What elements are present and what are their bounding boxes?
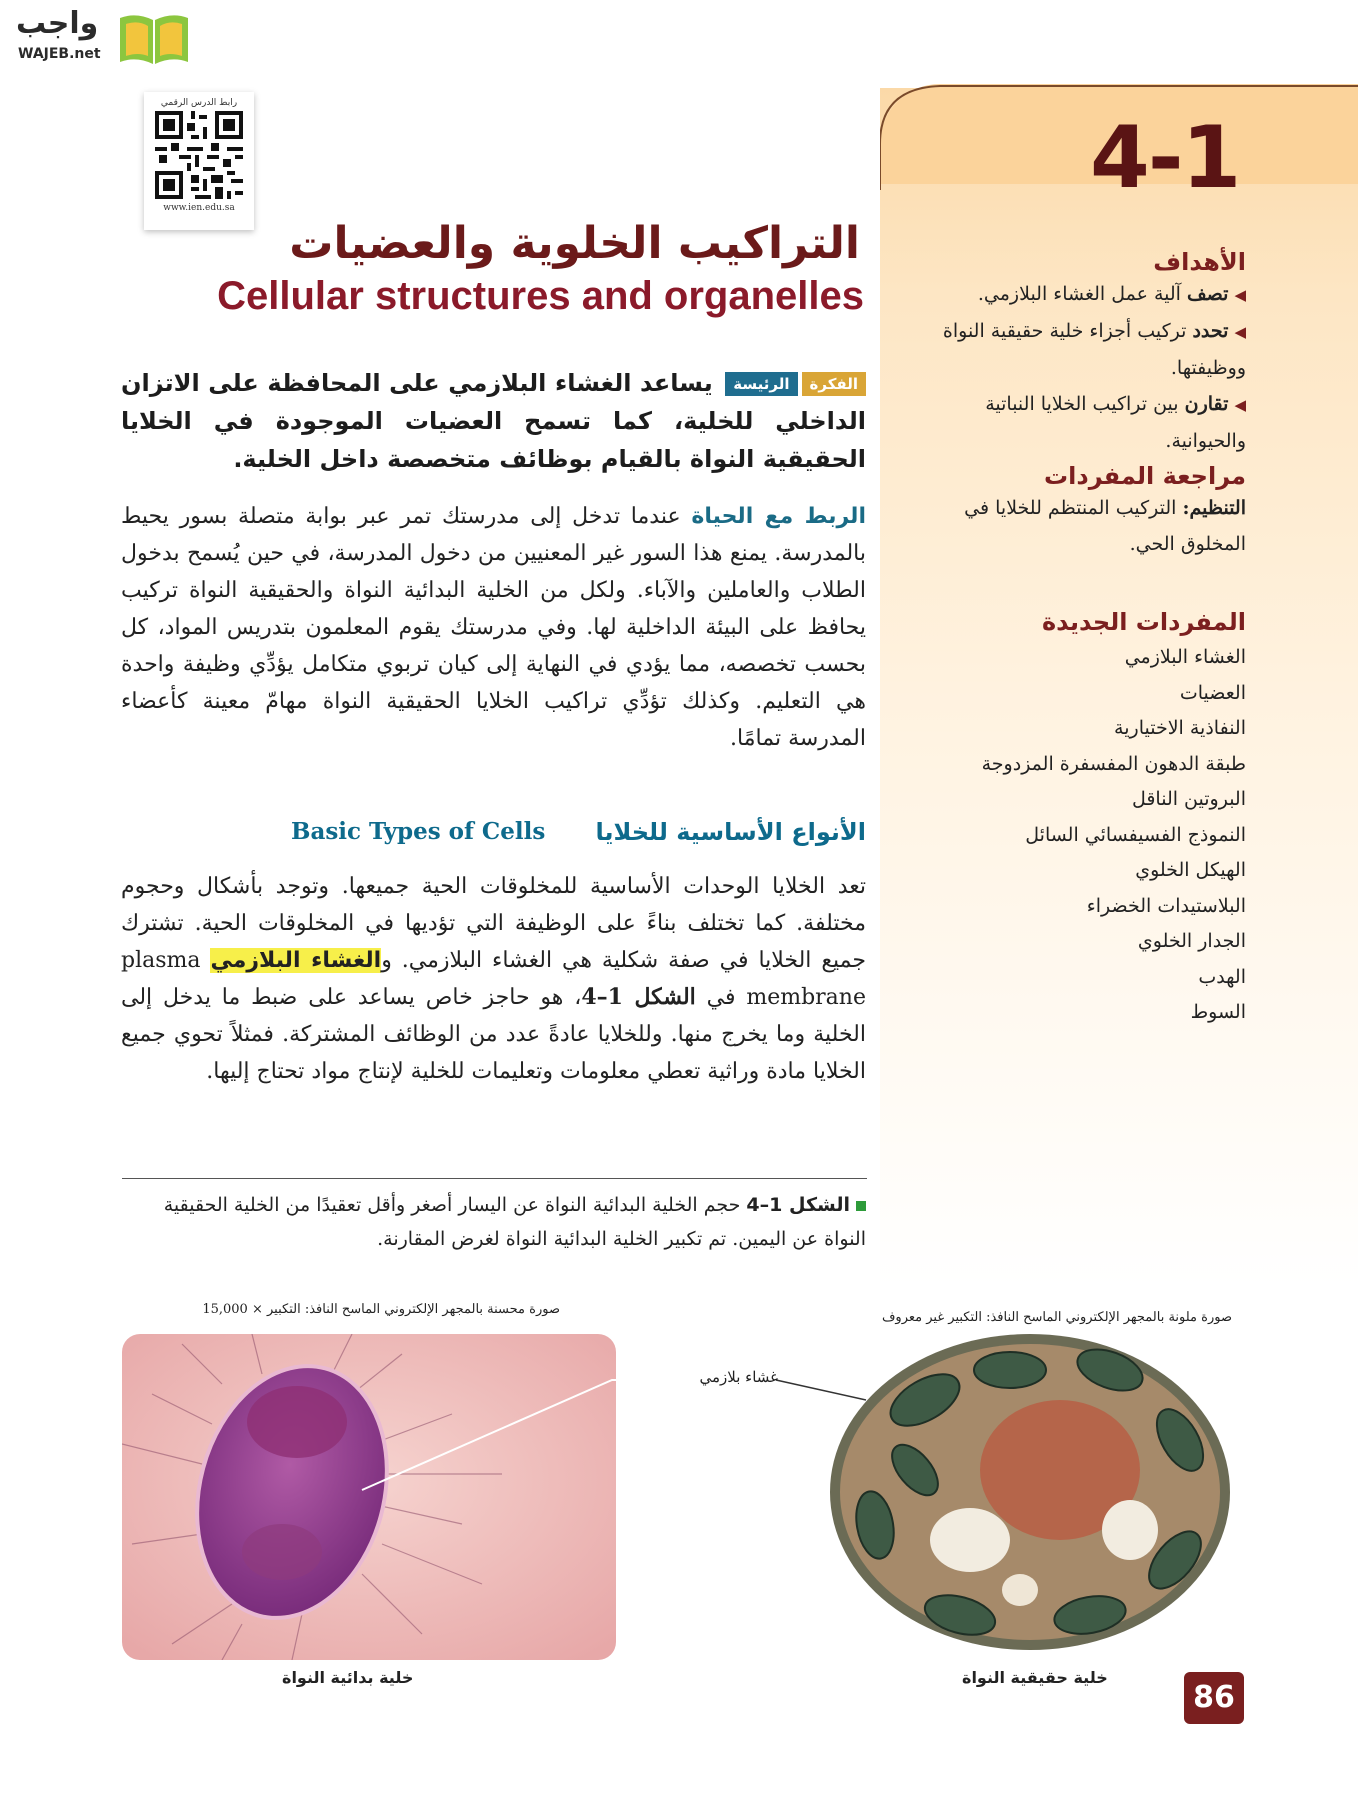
left-image-caption: صورة محسنة بالمجهر الإلكتروني الماسح النافذ: التكبير × 15,000 [202,1302,560,1317]
eukaryote-label: خلية حقيقية النواة [962,1668,1108,1687]
review-heading: مراجعة المفردات [1044,462,1246,490]
bullet-icon: ◀ [1234,396,1246,414]
caption-divider [122,1178,867,1179]
vocab-item: النموذج الفسيفسائي السائل [1025,823,1246,846]
figure-label: الشكل 1–4 [746,1194,850,1216]
real-life-text: عندما تدخل إلى مدرستك تمر عبر بوابة متصلة بسور يحيط بالمدرسة. يمنع هذا السور غير المعنيين من دخول المدرسة، في حين يُسمح بدخول الطلاب والعاملين والآباء. ولكل من الخلية البدائية النواة والحقيقية النواة تركيب يحافظ على البيئة الداخلية لها. وفي مدرستك يقوم المعلمون بتدريس المواد، كل بحسب تخصصه، مما يؤدي في النهاية إلى كيان تربوي متكامل يؤدِّي وظيفة واحدة هي التعليم. وكذلك تؤدِّي تراكيب الخلايا الحقيقية النواة مهامّ معينة كأعضاء المدرسة تمامًا. [121,504,866,751]
square-icon [856,1201,866,1211]
prokaryote-label: خلية بدائية النواة [282,1668,414,1687]
real-life-paragraph [121,498,866,757]
figure-reference: الشكل 1–4 [581,984,696,1010]
big-idea [121,364,866,478]
vocab-item: الجدار الخلوي [1137,930,1246,952]
right-image-caption: صورة ملونة بالمجهر الإلكتروني الماسح النافذ: التكبير غير معروف [881,1310,1232,1325]
pointer-lines [360,1360,880,1510]
objective-text: آلية عمل الغشاء البلازمي. [977,283,1188,305]
objective-item [906,276,1246,313]
vocab-item: الهيكل الخلوي [1135,859,1246,881]
review-definition-text: التركيب المنتظم للخلايا في المخلوق الحي. [964,497,1246,555]
objective-text: تركيب أجزاء خلية حقيقية النواة ووظيفتها. [942,320,1246,379]
objective-item [906,313,1246,386]
bullet-icon: ◀ [1234,323,1246,341]
new-vocabulary-heading: المفردات الجديدة [1042,608,1246,636]
basic-text-part2: plasma membrane في [121,948,866,1010]
big-idea-text: يساعد الغشاء البلازمي على المحافظة على الاتزان الداخلي للخلية، كما تسمح العضيات الموجودة في الخلايا الحقيقية النواة بالقيام بوظائف متخصصة داخل الخلية. [121,369,866,473]
highlighted-term: الغشاء البلازمي [210,948,382,973]
qr-caption: رابط الدرس الرقمي [160,98,238,108]
vocab-item: الهدب [1198,965,1246,988]
objectives-box [906,248,1246,459]
plasma-membrane-label: غشاء بلازمي [699,1368,778,1386]
vocab-item: العضيات [1179,681,1246,704]
vocab-item: الغشاء البلازمي [1124,646,1246,668]
objective-verb: تقارن [1184,393,1229,415]
real-life-heading: الربط مع الحياة [691,504,866,529]
big-idea-tag2: الرئيسة [725,372,797,396]
title-english: Cellular structures and organelles [217,274,864,318]
review-definition [906,490,1246,562]
qr-url[interactable]: www.ien.edu.sa [163,203,235,213]
vocab-item: النفاذية الاختيارية [1114,717,1246,739]
basic-types-paragraph [121,868,866,1090]
section-heading-english: Basic Types of Cells [291,818,546,845]
qr-code-icon[interactable] [155,111,243,199]
eukaryote-image [820,1330,1240,1660]
objective-verb: تصف [1187,283,1229,305]
vocab-item: البروتين الناقل [1131,788,1246,810]
objectives-heading: الأهداف [1153,248,1246,276]
lesson-number: 4-1 [1090,108,1240,208]
wajeb-logo [8,6,188,70]
figure-caption-text: حجم الخلية البدائية النواة عن اليسار أصغر وأقل تعقيدًا من الخلية الحقيقية النواة عن اليمين. تم تكبير الخلية البدائية النواة لغرض المقارنة. [163,1194,866,1250]
objective-text: بين تراكيب الخلايا النباتية والحيوانية. [985,393,1246,452]
section-heading [121,818,866,846]
figure-caption [121,1188,866,1256]
review-term: التنظيم: [1182,497,1246,519]
objective-item [906,386,1246,459]
big-idea-tag1: الفكرة [802,372,866,396]
section-heading-arabic: الأنواع الأساسية للخلايا [595,818,866,846]
logo-arabic: واجب [16,6,99,41]
vocab-item: البلاستيدات الخضراء [1086,894,1246,917]
objectives-list [906,276,1246,459]
objective-verb: تحدد [1192,320,1229,342]
title-arabic: التراكيب الخلوية والعضيات [289,218,860,269]
vocab-item: السوط [1190,1001,1246,1023]
new-vocabulary-box [906,608,1246,1031]
vocab-item: طبقة الدهون المفسفرة المزدوجة [981,752,1246,775]
review-box [906,462,1246,562]
bullet-icon: ◀ [1234,286,1246,304]
logo-english: WAJEB.net [18,46,101,62]
page-number: 86 [1184,1672,1244,1724]
book-icon [116,10,192,66]
qr-block[interactable] [144,92,254,230]
vocabulary-list [906,640,1246,1031]
basic-text-part3: ، هو حاجز خاص يساعد على ضبط ما يدخل إلى الخلية وما يخرج منها. وللخلايا عادةً عدد من الوظائف المشتركة. فمثلاً تحوي جميع الخلايا مادة وراثية تعطي معلومات وتعليمات للخلية لإنتاج مواد تحتاج إليها. [121,985,866,1084]
basic-text-part1: تعد الخلايا الوحدات الأساسية للمخلوقات الحية جميعها. وتوجد بأشكال وحجوم مختلفة. كما تختلف بناءً على الوظيفة التي تؤديها في المخلوقات الحية. تشترك جميع الخلايا في صفة شكلية هي الغشاء البلازمي. و [121,874,867,973]
